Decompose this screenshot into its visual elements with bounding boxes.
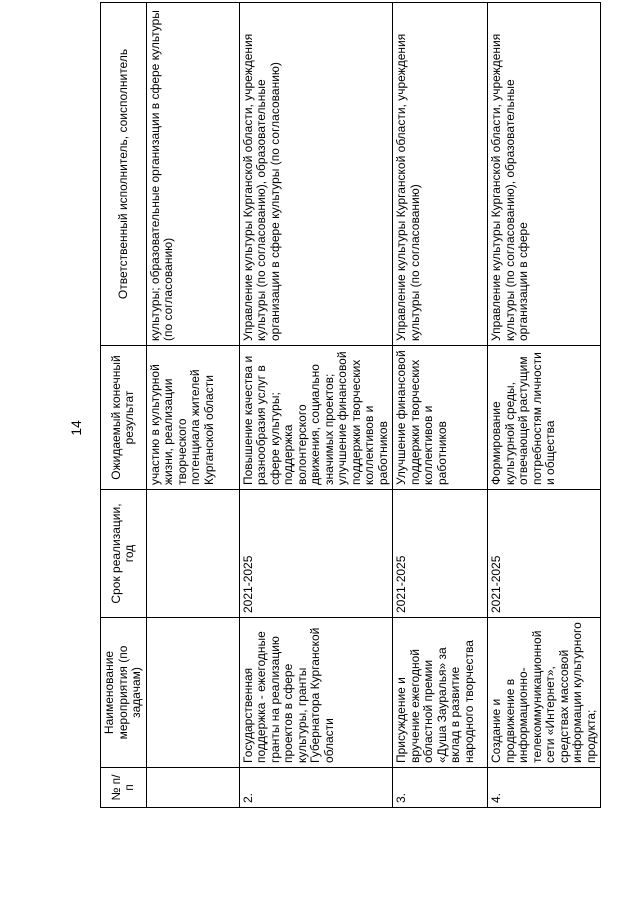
header-number: № п/п	[101, 768, 147, 808]
row-number: 3.	[393, 768, 488, 808]
row-activity-name: Государственная поддержка - ежегодные гранты на реализацию проектов в сфере культуры, гранты Губернатора Курганской области	[239, 618, 393, 768]
table-row	[488, 3, 601, 808]
header-period: Срок реализации, год	[101, 490, 147, 618]
header-expected-result: Ожидаемый конечный результат	[101, 346, 147, 490]
row-number: 4.	[488, 768, 601, 808]
row-period: 2021-2025	[393, 490, 488, 618]
table-row	[393, 3, 488, 808]
row-activity-name: Присуждение и вручение ежегодной областной премии «Душа Зауралья» за вклад в развитие народного творчества	[393, 618, 488, 768]
row-executor: Управление культуры Курганской области, учреждения культуры (по согласованию)	[393, 3, 488, 346]
row-expected-result: Повышение качества и разнообразия услуг в сфере культуры; поддержка волонтерского движения, социально значимых проектов; улучшение финансовой поддержки творческих коллективов и работников	[239, 346, 393, 490]
row-executor: культуры; образовательные организации в сфере культуры (по согласованию)	[146, 3, 239, 346]
row-activity-name	[146, 618, 239, 768]
rotated-table-container	[100, 3, 598, 808]
page-number: 14	[68, 420, 84, 436]
header-executor: Ответственный исполнитель, соисполнитель	[101, 3, 147, 346]
row-executor: Управление культуры Курганской области, учреждения культуры (по согласованию), образовательные организации в сфере	[488, 3, 601, 346]
header-activity-name: Наименование мероприятия (по задачам)	[101, 618, 147, 768]
activities-table	[100, 2, 601, 808]
row-period	[146, 490, 239, 618]
row-expected-result: участию в культурной жизни, реализации творческого потенциала жителей Курганской области	[146, 346, 239, 490]
row-number: 2.	[239, 768, 393, 808]
row-period: 2021-2025	[239, 490, 393, 618]
table-row	[146, 3, 239, 808]
row-expected-result: Формирование культурной среды, отвечающей растущим потребностям личности и общества	[488, 346, 601, 490]
row-executor: Управление культуры Курганской области, учреждения культуры (по согласованию), образовательные организации в сфере культуры (по согласованию)	[239, 3, 393, 346]
row-number	[146, 768, 239, 808]
table-header-row	[101, 3, 147, 808]
row-period: 2021-2025	[488, 490, 601, 618]
row-activity-name: Создание и продвижение в информационно-телекоммуникационной сети «Интернет», средствах массовой информации культурного продукта;	[488, 618, 601, 768]
row-expected-result: Улучшение финансовой поддержки творческих коллективов и работников	[393, 346, 488, 490]
table-row	[239, 3, 393, 808]
